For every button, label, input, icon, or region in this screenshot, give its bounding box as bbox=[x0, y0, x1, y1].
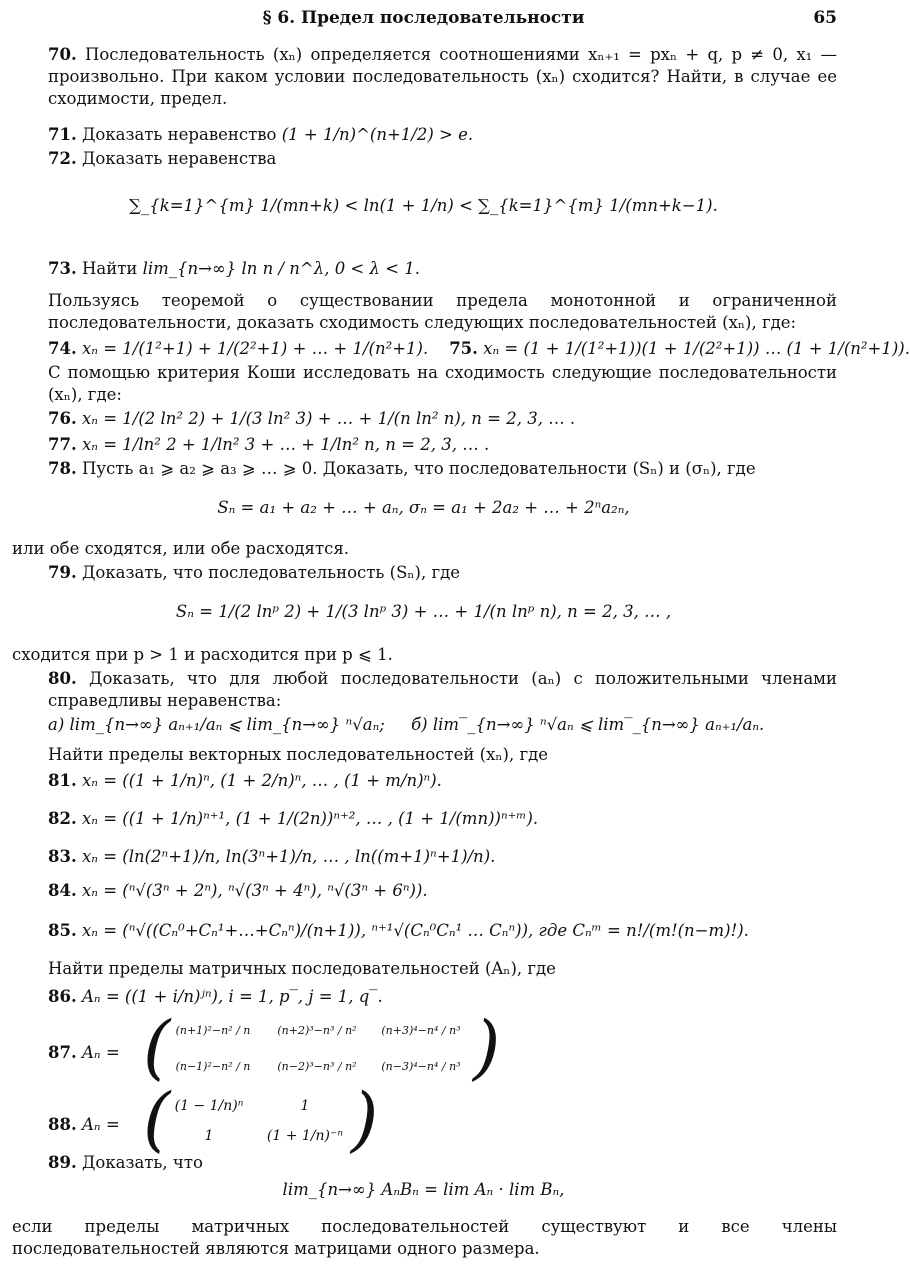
problem-text: Доказать неравенство bbox=[81, 125, 277, 144]
formula: lim_{n→∞} ln n / n^λ, 0 < λ < 1. bbox=[142, 259, 421, 278]
intro-cauchy: С помощью критерия Коши исследовать на сходимость следующие последовательности (xₙ), где: bbox=[48, 363, 837, 404]
running-header bbox=[0, 8, 847, 30]
problem-number: 75. bbox=[449, 339, 478, 358]
matrix-cell: 1 bbox=[300, 1098, 310, 1114]
matrix-cell: (n+3)⁴−n⁴ / n³ bbox=[381, 1024, 461, 1037]
problem-number: 84. bbox=[48, 881, 77, 900]
problem-78 bbox=[12, 458, 837, 480]
problem-number: 72. bbox=[48, 149, 77, 168]
problem-text: Доказать, что последовательность (Sₙ), где bbox=[81, 563, 461, 582]
problem-76 bbox=[12, 408, 837, 430]
formula-lhs: Aₙ = bbox=[81, 1043, 120, 1062]
problem-72 bbox=[12, 148, 837, 170]
matrix-cell: (1 − 1/n)ⁿ bbox=[174, 1098, 244, 1114]
problem-85 bbox=[12, 920, 837, 942]
intro-monotone: Пользуясь теоремой о существовании предела монотонной и ограниченной последовательности, доказать сходимость следующих последовательностей (xₙ), где: bbox=[48, 291, 837, 332]
problem-text: Доказать, что для любой последовательности (aₙ) с положительными членами справедливы неравенства: bbox=[48, 669, 837, 710]
problem-80 bbox=[12, 668, 837, 712]
problem-number: 86. bbox=[48, 987, 77, 1006]
problem-number: 83. bbox=[48, 847, 77, 866]
matrix-cell: (1 + 1/n)⁻ⁿ bbox=[266, 1128, 344, 1144]
problem-text: Доказать неравенства bbox=[81, 149, 277, 168]
page-number: 65 bbox=[813, 8, 837, 28]
intro-vector: Найти пределы векторных последовательностей (xₙ), где bbox=[48, 745, 549, 764]
problem-number: 87. bbox=[48, 1043, 77, 1062]
problem-number: 71. bbox=[48, 125, 77, 144]
problem-text: Пусть a₁ ⩾ a₂ ⩾ a₃ ⩾ … ⩾ 0. Доказать, что последовательности (Sₙ) и (σₙ), где bbox=[81, 459, 756, 478]
matrix-cell: (n−3)⁴−n⁴ / n³ bbox=[381, 1060, 461, 1073]
problem-number: 89. bbox=[48, 1153, 77, 1172]
problem-80-parts bbox=[48, 714, 837, 736]
matrix-cell: (n−1)²−n² / n bbox=[175, 1060, 251, 1073]
problem-89 bbox=[12, 1152, 837, 1174]
matrix-cell: (n−2)³−n³ / n² bbox=[277, 1060, 357, 1073]
matrix-87 bbox=[143, 1006, 501, 1088]
problem-81 bbox=[12, 770, 837, 792]
formula: xₙ = ((1 + 1/n)ⁿ, (1 + 2/n)ⁿ, … , (1 + m/n)ⁿ). bbox=[81, 771, 442, 790]
left-paren: ( bbox=[143, 1006, 171, 1088]
formula: xₙ = (ⁿ√(3ⁿ + 2ⁿ), ⁿ√(3ⁿ + 4ⁿ), ⁿ√(3ⁿ + 6ⁿ)). bbox=[81, 881, 428, 900]
problem-86 bbox=[12, 986, 837, 1008]
problem-79 bbox=[12, 562, 837, 584]
problem-number: 77. bbox=[48, 435, 77, 454]
problem-number: 81. bbox=[48, 771, 77, 790]
problem-73 bbox=[12, 258, 837, 280]
problem-text: Доказать, что bbox=[81, 1153, 203, 1172]
problems-74-75 bbox=[12, 338, 910, 360]
left-paren: ( bbox=[143, 1078, 171, 1160]
problem-number: 73. bbox=[48, 259, 77, 278]
formula: Aₙ = ((1 + i/n)ʲⁿ), i = 1, p‾, j = 1, q‾. bbox=[81, 987, 383, 1006]
formula: xₙ = 1/ln² 2 + 1/ln² 3 + … + 1/ln² n, n = 2, 3, … . bbox=[81, 435, 490, 454]
problem-84 bbox=[12, 880, 837, 902]
formula-lhs: Aₙ = bbox=[81, 1115, 120, 1134]
problem-88 bbox=[12, 1114, 837, 1136]
problem-number: 85. bbox=[48, 921, 77, 940]
formula: xₙ = (ln(2ⁿ+1)/n, ln(3ⁿ+1)/n, … , ln((m+1)ⁿ+1)/n). bbox=[81, 847, 496, 866]
formula: xₙ = (ⁿ√((Cₙ⁰+Cₙ¹+…+Cₙⁿ)/(n+1)), ⁿ⁺¹√(Cₙ⁰Cₙ¹ … Cₙⁿ)), где Cₙᵐ = n!/(m!(n−m)!). bbox=[81, 921, 749, 940]
right-paren: ) bbox=[473, 1006, 501, 1088]
formula-78: Sₙ = a₁ + a₂ + … + aₙ, σₙ = a₁ + 2a₂ + … + 2ⁿa₂ₙ, bbox=[217, 498, 630, 517]
section-title: § 6. Предел последовательности bbox=[262, 8, 585, 28]
problem-text: Последовательность (xₙ) определяется соотношениями xₙ₊₁ = pxₙ + q, p ≠ 0, x₁ — произвольно. При каком условии последовательность (xₙ) сходится? Найти, в случае ее сходимости, предел. bbox=[48, 45, 838, 108]
problem-number: 82. bbox=[48, 809, 77, 828]
problem-number: 76. bbox=[48, 409, 77, 428]
problem-number: 74. bbox=[48, 339, 77, 358]
formula: (1 + 1/n)^(n+1/2) > e. bbox=[281, 125, 474, 144]
problem-78-after: или обе сходятся, или обе расходятся. bbox=[12, 539, 349, 558]
matrix-cell: 1 bbox=[204, 1128, 214, 1144]
problem-number: 79. bbox=[48, 563, 77, 582]
problem-71 bbox=[12, 124, 837, 146]
formula: xₙ = 1/(2 ln² 2) + 1/(3 ln² 3) + … + 1/(n ln² n), n = 2, 3, … . bbox=[81, 409, 576, 428]
problem-number: 80. bbox=[48, 669, 77, 688]
problem-70 bbox=[12, 44, 837, 112]
formula: xₙ = (1 + 1/(1²+1))(1 + 1/(2²+1)) … (1 + 1/(n²+1)). bbox=[483, 339, 910, 358]
problem-83 bbox=[12, 846, 837, 868]
problem-89-after: если пределы матричных последовательностей существуют и все члены последовательностей являются матрицами одного размера. bbox=[12, 1217, 837, 1258]
problem-number: 78. bbox=[48, 459, 77, 478]
problem-number: 88. bbox=[48, 1115, 77, 1134]
problem-number: 70. bbox=[48, 45, 77, 64]
formula: xₙ = ((1 + 1/n)ⁿ⁺¹, (1 + 1/(2n))ⁿ⁺², … , (1 + 1/(mn))ⁿ⁺ᵐ). bbox=[81, 809, 539, 828]
problem-text: Найти bbox=[81, 259, 138, 278]
matrix-88 bbox=[143, 1078, 379, 1160]
part-a: а) lim_{n→∞} aₙ₊₁/aₙ ⩽ lim_{n→∞} ⁿ√aₙ; bbox=[48, 715, 385, 734]
part-b: б) lim‾_{n→∞} ⁿ√aₙ ⩽ lim‾_{n→∞} aₙ₊₁/aₙ. bbox=[411, 715, 765, 734]
formula-79: Sₙ = 1/(2 lnᵖ 2) + 1/(3 lnᵖ 3) + … + 1/(n lnᵖ n), n = 2, 3, … , bbox=[175, 602, 672, 621]
right-paren: ) bbox=[351, 1078, 379, 1160]
intro-matrix: Найти пределы матричных последовательностей (Aₙ), где bbox=[48, 959, 556, 978]
problem-82 bbox=[12, 808, 837, 830]
formula-72: ∑_{k=1}^{m} 1/(mn+k) < ln(1 + 1/n) < ∑_{k=1}^{m} 1/(mn+k−1). bbox=[129, 196, 718, 215]
problem-77 bbox=[12, 434, 837, 456]
matrix-cell: (n+2)³−n³ / n² bbox=[277, 1024, 357, 1037]
matrix-cell: (n+1)²−n² / n bbox=[175, 1024, 251, 1037]
formula-89: lim_{n→∞} AₙBₙ = lim Aₙ · lim Bₙ, bbox=[282, 1180, 565, 1199]
formula: xₙ = 1/(1²+1) + 1/(2²+1) + … + 1/(n²+1). bbox=[81, 339, 429, 358]
problem-79-after: сходится при p > 1 и расходится при p ⩽ 1. bbox=[12, 645, 393, 664]
